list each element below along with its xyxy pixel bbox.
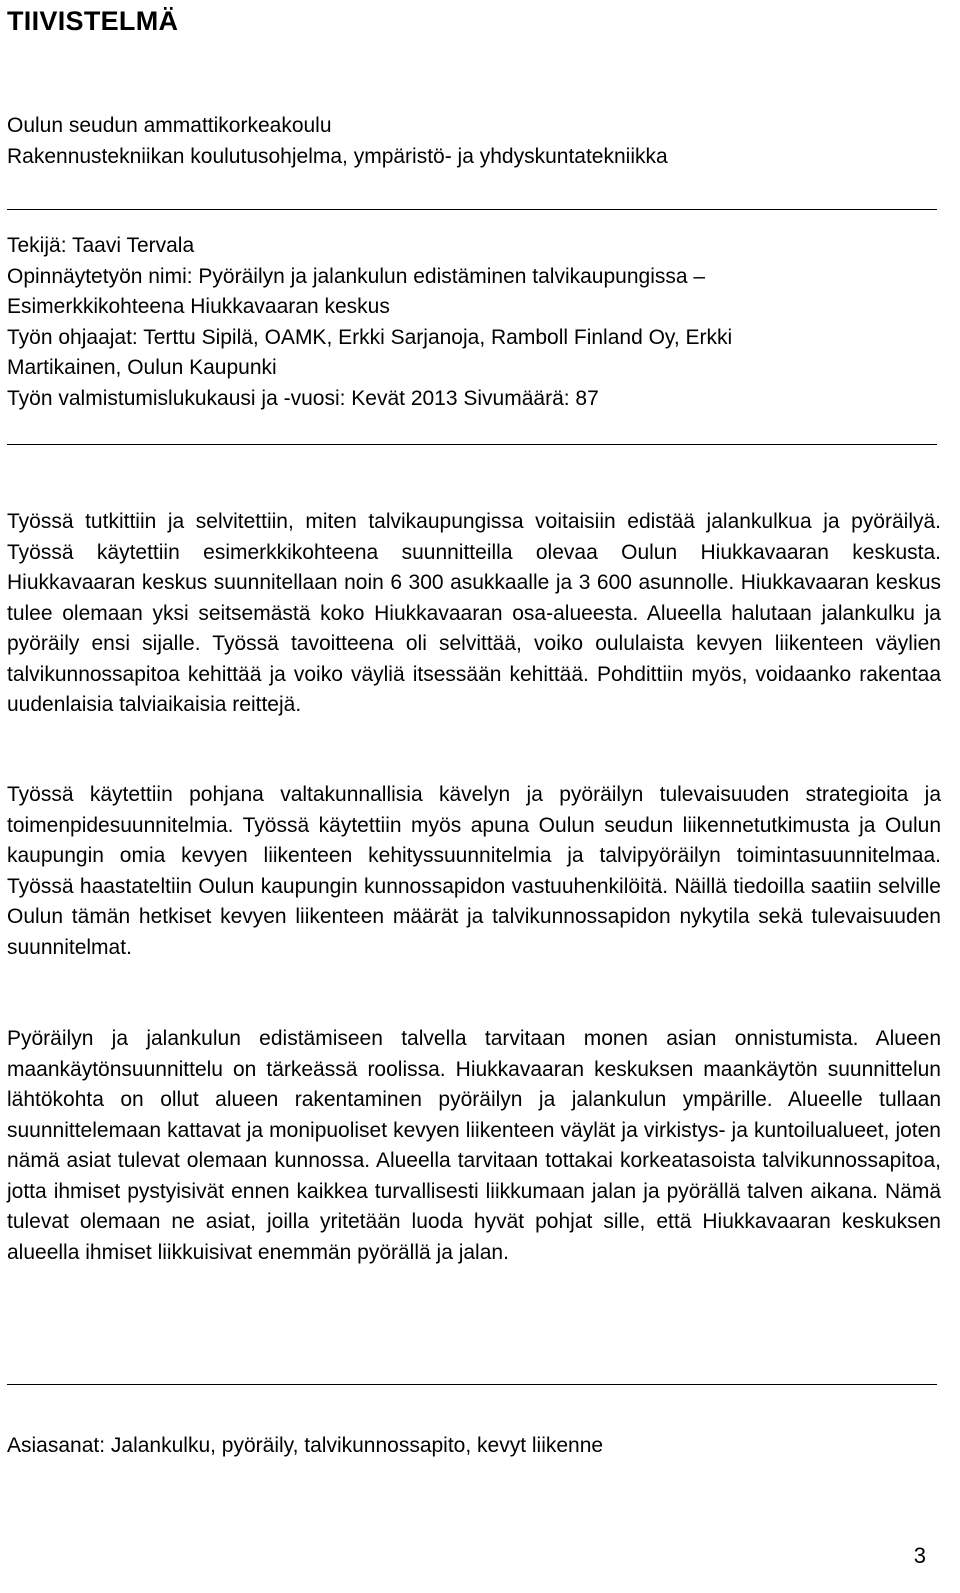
school-name: Oulun seudun ammattikorkeakoulu (7, 114, 332, 137)
completion-line: Työn valmistumislukukausi ja -vuosi: Kevät 2013 Sivumäärä: 87 (7, 386, 599, 410)
abstract-paragraph-1: Työssä tutkittiin ja selvitettiin, miten talvikaupungissa voitaisiin edistää jalankulkua ja pyöräilyä. Työssä käytettiin esimerkkikohteena suunnitteilla olevaa Oulun Hiukkavaaran keskusta. Hiukkavaaran keskus suunnitellaan noin 6 300 asukkaalle ja 3 600 asunnolle. Hiukkavaaran keskus tulee olemaan yksi seitsemästä koko Hiukkavaaran osa-alueesta. Alueella halutaan jalankulku ja pyöräily ensi sijalle. Työssä tavoitteena oli selvittää, voiko oululaista kevyen liikenteen väylien talvikunnossapitoa kehittää ja voiko väyliä itsessään kehittää. Pohdittiin myös, voidaanko rakentaa uudenlaisia talviaikaisia reittejä. (7, 510, 941, 716)
thesis-metadata (7, 231, 941, 414)
thesis-title-line-1: Opinnäytetyön nimi: Pyöräilyn ja jalankulun edistäminen talvikaupungissa – (7, 264, 706, 288)
page-title: TIIVISTELMÄ (7, 6, 179, 36)
supervisors-line-2: Martikainen, Oulun Kaupunki (7, 356, 277, 379)
divider-bottom (7, 1384, 937, 1385)
supervisors-line-1: Työn ohjaajat: Terttu Sipilä, OAMK, Erkki Sarjanoja, Ramboll Finland Oy, Erkki (7, 325, 733, 349)
thesis-title-line-2: Esimerkkikohteena Hiukkavaaran keskus (7, 295, 390, 318)
keywords-line: Asiasanat: Jalankulku, pyöräily, talvikunnossapito, kevyt liikenne (7, 1434, 604, 1457)
author-line: Tekijä: Taavi Tervala (7, 234, 195, 257)
divider-middle (7, 444, 937, 445)
program-name: Rakennustekniikan koulutusohjelma, ympäristö- ja yhdyskuntatekniikka (7, 144, 668, 168)
abstract-paragraph-3: Pyöräilyn ja jalankulun edistämiseen talvella tarvitaan monen asian onnistumista. Alueen maankäytönsuunnittelu on tärkeässä roolissa. Hiukkavaaran keskuksen maankäytön suunnittelun lähtökohta on ollut alueen rakentaminen pyöräilyn ja jalankulun ympärille. Alueelle tullaan suunnittelemaan kattavat ja monipuoliset kevyen liikenteen väylät ja virkistys- ja kuntoilualueet, joten nämä asiat tulevat olemaan kunnossa. Alueella tarvitaan tottakai korkeatasoista talvikunnossapitoa, jotta ihmiset pystyisivät ennen kaikkea turvallisesti liikkumaan jalan ja pyörällä talven aikana. Nämä tulevat olemaan ne asiat, joilla yritetään luoda hyvät pohjat sille, että Hiukkavaaran keskuksen alueella ihmiset liikkuisivat enemmän pyörällä ja jalan. (7, 1027, 941, 1264)
abstract-paragraph-2: Työssä käytettiin pohjana valtakunnallisia kävelyn ja pyöräilyn tulevaisuuden strategioita ja toimenpidesuunnitelmia. Työssä käytettiin myös apuna Oulun seudun liikennetutkimusta ja Oulun kaupungin omia kevyen liikenteen kehityssuunnitelmia ja talvipyöräilyn toimintasuunnitelmaa. Työssä haastateltiin Oulun kaupungin kunnossapidon vastuuhenkilöitä. Näillä tiedoilla saatiin selville Oulun tämän hetkiset kevyen liikenteen määrät ja talvikunnossapidon nykytila sekä tulevaisuuden suunnitelmat. (7, 783, 941, 959)
divider-top (7, 209, 937, 210)
school-info (7, 111, 941, 172)
page-number: 3 (913, 1543, 926, 1568)
